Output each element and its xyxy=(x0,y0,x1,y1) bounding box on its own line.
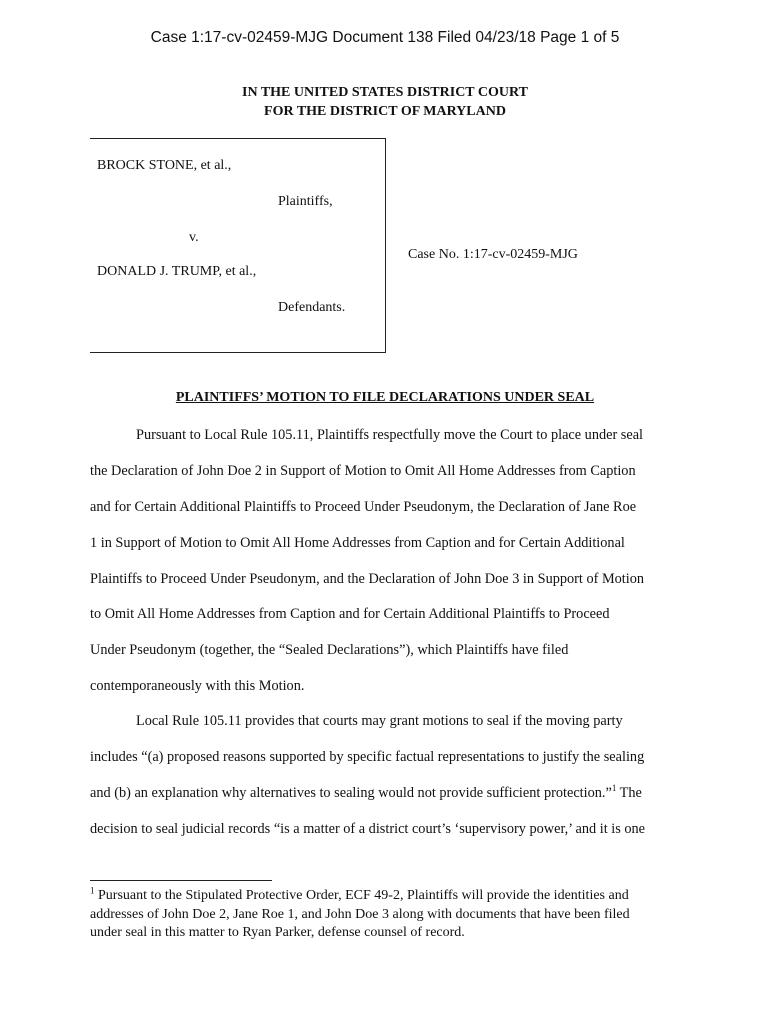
body-line-12: decision to seal judicial records “is a matter of a district court’s ‘supervisory power,’ and it is one xyxy=(90,821,645,837)
case-header-stamp: Case 1:17-cv-02459-MJG Document 138 Filed 04/23/18 Page 1 of 5 xyxy=(150,29,620,46)
footnote-line-1-text: Pursuant to the Stipulated Protective Order, ECF 49-2, Plaintiffs will provide the identities and xyxy=(98,888,629,903)
footnote-line-2: addresses of John Doe 2, Jane Roe 1, and John Doe 3 along with documents that have been filed xyxy=(90,907,630,922)
footnote-marker: 1 xyxy=(90,885,95,896)
court-name-line-2: FOR THE DISTRICT OF MARYLAND xyxy=(264,104,506,119)
footnote-line-3: under seal in this matter to Ryan Parker, defense counsel of record. xyxy=(90,925,465,940)
plaintiff-name: BROCK STONE, et al., xyxy=(97,158,232,173)
body-line-7: Under Pseudonym (together, the “Sealed Declarations”), which Plaintiffs have filed xyxy=(90,642,569,658)
versus-label: v. xyxy=(189,230,199,245)
footnote-separator xyxy=(90,880,272,881)
body-line-3: and for Certain Additional Plaintiffs to Proceed Under Pseudonym, the Declaration of Jane Roe xyxy=(90,499,637,515)
body-line-8: contemporaneously with this Motion. xyxy=(90,678,305,694)
defendant-name: DONALD J. TRUMP, et al., xyxy=(97,264,257,279)
body-line-6: to Omit All Home Addresses from Caption and for Certain Additional Plaintiffs to Proceed xyxy=(90,606,610,622)
body-line-5: Plaintiffs to Proceed Under Pseudonym, and the Declaration of John Doe 3 in Support of Motion xyxy=(90,571,645,587)
defendants-label: Defendants. xyxy=(278,300,346,315)
body-line-1: Pursuant to Local Rule 105.11, Plaintiffs respectfully move the Court to place under seal xyxy=(136,427,644,443)
body-line-4: 1 in Support of Motion to Omit All Home Addresses from Caption and for Certain Additional xyxy=(90,535,625,551)
case-number: Case No. 1:17-cv-02459-MJG xyxy=(408,247,578,262)
footnote-reference: 1 xyxy=(611,783,617,794)
body-line-11 xyxy=(90,785,642,802)
body-line-2: the Declaration of John Doe 2 in Support of Motion to Omit All Home Addresses from Caption xyxy=(90,463,636,479)
plaintiffs-label: Plaintiffs, xyxy=(278,194,333,209)
footnote-line-1 xyxy=(90,885,629,904)
motion-title: PLAINTIFFS’ MOTION TO FILE DECLARATIONS UNDER SEAL xyxy=(175,390,595,405)
court-name-line-1: IN THE UNITED STATES DISTRICT COURT xyxy=(242,85,528,100)
body-line-9: Local Rule 105.11 provides that courts may grant motions to seal if the moving party xyxy=(136,713,623,729)
body-line-11-tail: The xyxy=(619,785,642,801)
body-line-10: includes “(a) proposed reasons supported by specific factual representations to justify the sealing xyxy=(90,749,645,765)
body-line-11-text: and (b) an explanation why alternatives to sealing would not provide sufficient protection.” xyxy=(90,785,612,801)
